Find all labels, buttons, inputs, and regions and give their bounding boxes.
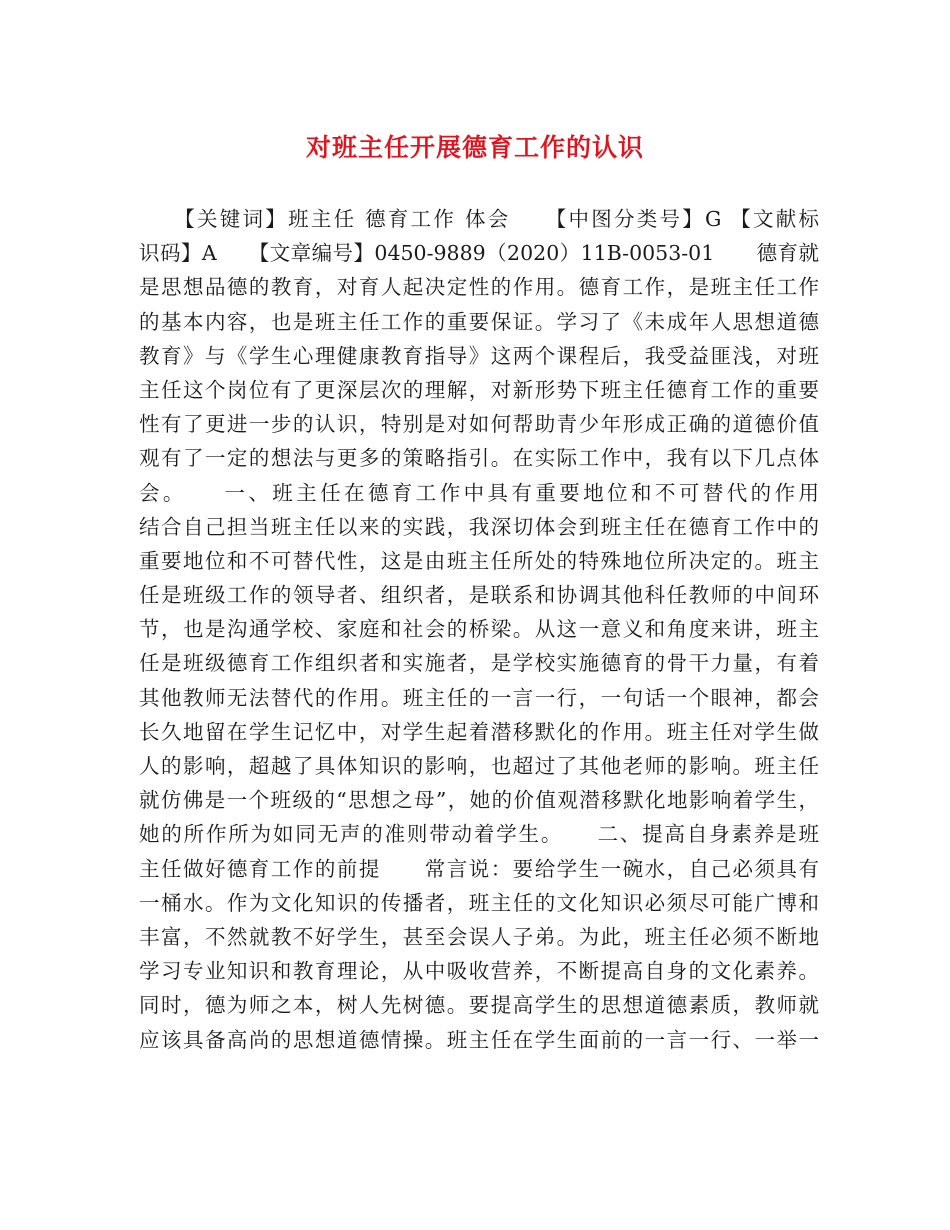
body-line: 丰富，不然就教不好学生，甚至会误人子弟。为此，班主任必须不断地 — [139, 924, 819, 949]
body-line: 其他教师无法替代的作用。班主任的一言一行，一句话一个眼神，都会 — [139, 685, 819, 710]
body-line: 任是班级德育工作组织者和实施者，是学校实施德育的骨干力量，有着 — [139, 651, 819, 676]
body-line: 性有了更进一步的认识，特别是对如何帮助青少年形成正确的道德价值 — [139, 412, 819, 437]
body-line: 就仿佛是一个班级的“思想之母”，她的价值观潜移默化地影响着学生， — [139, 788, 819, 813]
body-line: 人的影响，超越了具体知识的影响，也超过了其他老师的影响。班主任 — [139, 754, 819, 778]
body-line: 她的所作所为如同无声的准则带动着学生。 二、提高自身素养是班 — [139, 822, 819, 847]
document-body — [139, 202, 819, 1057]
body-line: 重要地位和不可替代性，这是由班主任所处的特殊地位所决定的。班主 — [139, 548, 819, 573]
body-line: 识码】A 【文章编号】0450-9889（2020）11B-0053-01 德育就 — [139, 241, 819, 266]
body-line: 结合自己担当班主任以来的实践，我深切体会到班主任在德育工作中的 — [139, 514, 819, 539]
document-title: 对班主任开展德育工作的认识 — [305, 133, 644, 162]
body-line: 同时，德为师之本，树人先树德。要提高学生的思想道德素质，教师就 — [139, 993, 819, 1018]
body-line: 主任这个岗位有了更深层次的理解，对新形势下班主任德育工作的重要 — [139, 377, 819, 402]
body-line: 长久地留在学生记忆中，对学生起着潜移默化的作用。班主任对学生做 — [139, 719, 819, 744]
body-line: 【关键词】班主任 德育工作 体会 【中图分类号】G 【文献标 — [139, 207, 819, 231]
body-line: 会。 一、班主任在德育工作中具有重要地位和不可替代的作用 — [139, 480, 819, 505]
body-line: 学习专业知识和教育理论，从中吸收营养，不断提高自身的文化素养。 — [139, 959, 819, 984]
body-line: 是思想品德的教育，对育人起决定性的作用。德育工作，是班主任工作 — [139, 275, 819, 300]
body-line: 节，也是沟通学校、家庭和社会的桥梁。从这一意义和角度来讲，班主 — [139, 617, 819, 642]
body-line: 一桶水。作为文化知识的传播者，班主任的文化知识必须尽可能广博和 — [139, 890, 819, 915]
body-line: 任是班级工作的领导者、组织者，是联系和协调其他科任教师的中间环 — [139, 583, 819, 608]
body-line: 主任做好德育工作的前提 常言说：要给学生一碗水，自己必须具有 — [139, 856, 819, 881]
body-line: 教育》与《学生心理健康教育指导》这两个课程后，我受益匪浅，对班 — [139, 343, 819, 368]
body-line: 观有了一定的想法与更多的策略指引。在实际工作中，我有以下几点体 — [139, 446, 819, 471]
body-line: 应该具备高尚的思想道德情操。班主任在学生面前的一言一行、一举一 — [139, 1027, 819, 1052]
body-line: 的基本内容，也是班主任工作的重要保证。学习了《未成年人思想道德 — [139, 309, 819, 334]
